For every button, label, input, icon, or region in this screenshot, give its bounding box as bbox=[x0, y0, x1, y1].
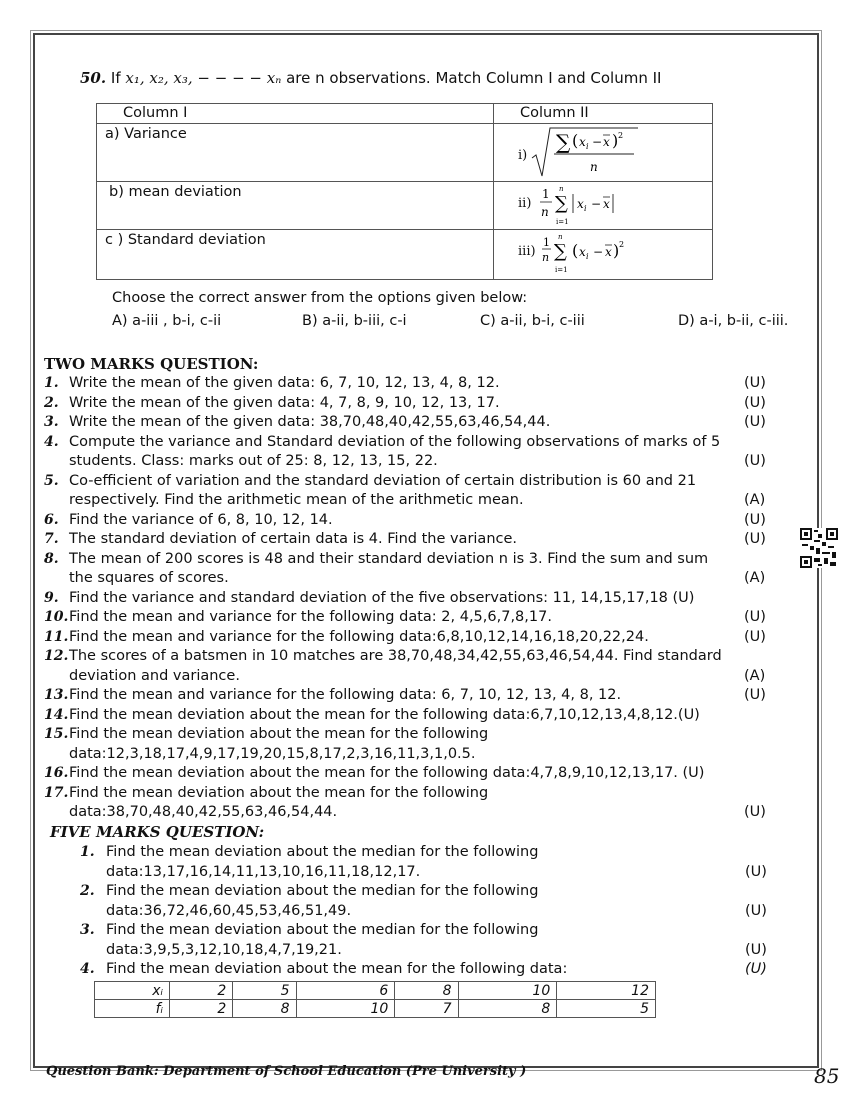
svg-text:i=1: i=1 bbox=[555, 266, 568, 274]
five-marks-question-line bbox=[80, 961, 780, 980]
fi-value: 7 bbox=[395, 1000, 458, 1018]
question-text: data:38,70,48,40,42,55,63,46,54,44. bbox=[69, 804, 338, 820]
xi-value: 10 bbox=[458, 982, 557, 1000]
column-1-cell bbox=[97, 182, 494, 230]
svg-text:i: i bbox=[586, 142, 589, 151]
footer-text: Question Bank: Department of School Education (Pre University ) bbox=[46, 1064, 527, 1079]
xi-value: 8 bbox=[395, 982, 458, 1000]
question-text: Find the mean deviation about the mean for the following bbox=[69, 784, 489, 801]
two-marks-heading: TWO MARKS QUESTION: bbox=[44, 355, 259, 373]
five-marks-question-line bbox=[80, 883, 780, 902]
svg-text:i=1: i=1 bbox=[556, 218, 569, 226]
two-marks-question-line bbox=[44, 590, 804, 609]
svg-text:x: x bbox=[605, 245, 612, 259]
svg-text:i: i bbox=[584, 204, 587, 213]
svg-text:−: − bbox=[593, 245, 604, 259]
question-number: 5. bbox=[44, 472, 59, 489]
question-text: The standard deviation of certain data is 4. Find the variance. bbox=[69, 531, 518, 547]
standard-deviation-formula bbox=[542, 230, 642, 278]
question-text: Find the mean and variance for the following data: 6, 7, 10, 12, 13, 4, 8, 12. bbox=[69, 687, 622, 703]
question-suffix: are n observations. Match Column I and Column II bbox=[286, 69, 662, 87]
xi-value: 2 bbox=[170, 982, 233, 1000]
option-b: B) a-ii, b-iii, c-i bbox=[302, 313, 407, 329]
xi-value: 6 bbox=[296, 982, 395, 1000]
two-marks-question-line bbox=[44, 609, 804, 628]
svg-text:(: ( bbox=[572, 241, 579, 260]
two-marks-question-line bbox=[44, 629, 804, 648]
svg-text:n: n bbox=[558, 233, 563, 241]
observation-variables: x₁, x₂, x₃, − − − − xₙ bbox=[125, 69, 282, 87]
two-marks-question-line bbox=[44, 726, 804, 745]
question-text: Find the mean deviation about the mean for the following data:4,7,8,9,10,12,13,17. (U) bbox=[69, 765, 705, 781]
question-text: Find the mean deviation about the mean for the following bbox=[69, 726, 489, 742]
question-number: 10. bbox=[44, 609, 69, 625]
two-marks-question-line bbox=[44, 687, 804, 706]
difficulty-tag: (U) bbox=[744, 804, 766, 820]
question-text: Write the mean of the given data: 38,70,48,40,42,55,63,46,54,44. bbox=[69, 414, 551, 430]
difficulty-tag: (U) bbox=[744, 609, 766, 625]
question-text: deviation and variance. bbox=[69, 667, 240, 684]
svg-text:1: 1 bbox=[542, 187, 550, 201]
question-50 bbox=[80, 69, 661, 87]
svg-text:(: ( bbox=[572, 131, 579, 150]
fi-value: 2 bbox=[170, 1000, 233, 1018]
question-number: 2. bbox=[80, 883, 95, 899]
variance-formula bbox=[530, 124, 640, 180]
question-number: 8. bbox=[44, 550, 59, 567]
two-marks-question-line bbox=[44, 648, 804, 667]
five-marks-question-line bbox=[80, 903, 780, 922]
question-number: 12. bbox=[44, 648, 69, 664]
question-prefix: If bbox=[110, 69, 121, 87]
svg-text:∑: ∑ bbox=[555, 193, 568, 214]
frequency-table bbox=[94, 981, 656, 1018]
question-number: 6. bbox=[44, 511, 59, 528]
difficulty-tag: (A) bbox=[744, 570, 766, 586]
svg-text:x: x bbox=[579, 245, 586, 259]
two-marks-question-line bbox=[44, 453, 804, 472]
difficulty-tag: (U) bbox=[744, 375, 766, 391]
question-text: Find the mean deviation about the mean for the following data:6,7,10,12,13,4,8,12.(U) bbox=[69, 706, 700, 723]
question-text: Find the mean and variance for the following data: 2, 4,5,6,7,8,17. bbox=[69, 609, 552, 625]
difficulty-tag: (U) bbox=[744, 453, 766, 469]
svg-text:x: x bbox=[603, 197, 610, 211]
formula-label: ii) bbox=[518, 196, 532, 211]
mean-deviation-formula bbox=[540, 182, 640, 228]
difficulty-tag: (U) bbox=[745, 902, 767, 919]
question-text: Find the mean deviation about the mean for the following data: bbox=[106, 961, 568, 977]
question-text: Find the mean deviation about the median for the following bbox=[106, 844, 539, 860]
question-number: 4. bbox=[44, 433, 59, 450]
fi-label: fᵢ bbox=[95, 1000, 170, 1018]
option-a: A) a-iii , b-i, c-ii bbox=[112, 313, 222, 329]
question-text: students. Class: marks out of 25: 8, 12, 13, 15, 22. bbox=[69, 453, 438, 469]
svg-text:−: − bbox=[592, 135, 603, 149]
svg-text:1: 1 bbox=[543, 236, 550, 249]
svg-text:∑: ∑ bbox=[556, 130, 571, 154]
svg-text:n: n bbox=[559, 185, 564, 193]
question-number: 11. bbox=[44, 628, 69, 645]
two-marks-question-line bbox=[44, 785, 804, 804]
two-marks-question-line bbox=[44, 473, 804, 492]
difficulty-tag: (U) bbox=[744, 394, 766, 411]
question-number: 9. bbox=[44, 589, 59, 606]
difficulty-tag: (U) bbox=[745, 941, 767, 958]
svg-text:2: 2 bbox=[618, 131, 624, 140]
difficulty-tag: (U) bbox=[744, 687, 766, 703]
question-text: the squares of scores. bbox=[69, 570, 229, 586]
question-text: Compute the variance and Standard deviation of the following observations of marks of 5 bbox=[69, 433, 721, 450]
question-text: Find the mean deviation about the median for the following bbox=[106, 922, 539, 938]
question-number: 3. bbox=[80, 922, 95, 938]
question-number: 17. bbox=[44, 784, 69, 801]
question-text: Write the mean of the given data: 6, 7, 10, 12, 13, 4, 8, 12. bbox=[69, 375, 500, 391]
fi-value: 5 bbox=[557, 1000, 656, 1018]
question-text: data:36,72,46,60,45,53,46,51,49. bbox=[106, 902, 352, 919]
option-d: D) a-i, b-ii, c-iii. bbox=[678, 313, 789, 329]
svg-text:∑: ∑ bbox=[554, 241, 567, 262]
column-2-header: Column II bbox=[494, 104, 713, 124]
fi-value: 8 bbox=[458, 1000, 557, 1018]
fi-row bbox=[95, 1000, 656, 1018]
two-marks-question-line bbox=[44, 414, 804, 433]
two-marks-question-line bbox=[44, 746, 804, 765]
svg-text:n: n bbox=[541, 205, 549, 219]
difficulty-tag: (U) bbox=[744, 628, 766, 645]
column-1-cell bbox=[97, 124, 494, 182]
column-1-cell bbox=[97, 230, 494, 280]
difficulty-tag: (U) bbox=[745, 961, 767, 977]
option-c: C) a-ii, b-i, c-iii bbox=[480, 313, 585, 329]
question-number: 3. bbox=[44, 414, 59, 430]
formula-label: iii) bbox=[518, 244, 536, 259]
formula-label: i) bbox=[518, 148, 528, 163]
fi-value: 10 bbox=[296, 1000, 395, 1018]
page-number: 85 bbox=[814, 1064, 840, 1088]
column-2-cell bbox=[494, 230, 713, 280]
two-marks-question-line bbox=[44, 551, 804, 570]
column-2-cell bbox=[494, 182, 713, 230]
xi-value: 12 bbox=[557, 982, 656, 1000]
two-marks-question-line bbox=[44, 531, 804, 550]
question-number: 1. bbox=[44, 375, 59, 391]
xi-label: xᵢ bbox=[95, 982, 170, 1000]
question-text: The mean of 200 scores is 48 and their standard deviation n is 3. Find the sum and sum bbox=[69, 550, 709, 567]
difficulty-tag: (U) bbox=[745, 863, 767, 880]
xi-row bbox=[95, 982, 656, 1000]
difficulty-tag: (U) bbox=[744, 531, 766, 547]
svg-text:x: x bbox=[579, 135, 586, 149]
question-number: 7. bbox=[44, 531, 59, 547]
difficulty-tag: (A) bbox=[744, 667, 766, 684]
question-number: 14. bbox=[44, 706, 69, 723]
question-number: 15. bbox=[44, 726, 69, 742]
five-marks-question-line bbox=[80, 922, 780, 941]
question-number: 16. bbox=[44, 765, 69, 781]
svg-text:−: − bbox=[591, 197, 602, 211]
question-number: 13. bbox=[44, 687, 69, 703]
svg-text:): ) bbox=[612, 131, 619, 150]
svg-text:): ) bbox=[613, 241, 620, 260]
two-marks-question-line bbox=[44, 492, 804, 511]
row-label: c ) Standard deviation bbox=[105, 232, 266, 248]
difficulty-tag: (A) bbox=[744, 492, 766, 508]
question-number: 4. bbox=[80, 961, 95, 977]
question-text: Find the mean deviation about the median for the following bbox=[106, 883, 539, 899]
difficulty-tag: (U) bbox=[744, 414, 766, 430]
qr-code bbox=[800, 528, 838, 568]
row-label: a) Variance bbox=[105, 126, 187, 142]
svg-text:2: 2 bbox=[619, 240, 625, 249]
choose-instruction: Choose the correct answer from the options given below: bbox=[112, 290, 528, 306]
xi-value: 5 bbox=[233, 982, 296, 1000]
question-text: The scores of a batsmen in 10 matches are 38,70,48,34,42,55,63,46,54,44. Find standard bbox=[69, 648, 722, 664]
two-marks-question-line bbox=[44, 570, 804, 589]
column-1-header: Column I bbox=[97, 104, 494, 124]
question-text: data:12,3,18,17,4,9,17,19,20,15,8,17,2,3,16,11,3,1,0.5. bbox=[69, 745, 476, 762]
question-text: Write the mean of the given data: 4, 7, 8, 9, 10, 12, 13, 17. bbox=[69, 394, 500, 411]
question-text: Find the mean and variance for the following data:6,8,10,12,14,16,18,20,22,24. bbox=[69, 628, 649, 645]
two-marks-question-line bbox=[44, 512, 804, 531]
question-text: data:13,17,16,14,11,13,10,16,11,18,12,17. bbox=[106, 863, 421, 880]
question-text: data:3,9,5,3,12,10,18,4,7,19,21. bbox=[106, 941, 342, 958]
svg-text:x: x bbox=[577, 197, 584, 211]
five-marks-heading: FIVE MARKS QUESTION: bbox=[50, 823, 265, 841]
five-marks-question-line bbox=[80, 844, 780, 863]
two-marks-question-line bbox=[44, 434, 804, 453]
question-text: Find the variance and standard deviation of the five observations: 11, 14,15,17,18 (U) bbox=[69, 589, 695, 606]
two-marks-question-line bbox=[44, 707, 804, 726]
fi-value: 8 bbox=[233, 1000, 296, 1018]
two-marks-question-line bbox=[44, 804, 804, 823]
svg-text:n: n bbox=[590, 160, 598, 174]
question-text: respectively. Find the arithmetic mean of the arithmetic mean. bbox=[69, 492, 524, 508]
question-text: Find the variance of 6, 8, 10, 12, 14. bbox=[69, 511, 333, 528]
svg-text:n: n bbox=[542, 251, 550, 264]
two-marks-question-line bbox=[44, 668, 804, 687]
five-marks-question-line bbox=[80, 864, 780, 883]
match-table bbox=[96, 103, 713, 280]
question-number: 1. bbox=[80, 844, 95, 860]
question-number: 2. bbox=[44, 394, 59, 411]
svg-text:i: i bbox=[586, 252, 589, 261]
question-text: Co-efficient of variation and the standard deviation of certain distribution is 60 and 21 bbox=[69, 472, 697, 489]
svg-text:x: x bbox=[603, 135, 610, 149]
column-2-cell bbox=[494, 124, 713, 182]
question-number: 50. bbox=[80, 69, 107, 87]
two-marks-question-line bbox=[44, 375, 804, 394]
row-label: b) mean deviation bbox=[109, 184, 242, 200]
difficulty-tag: (U) bbox=[744, 511, 766, 528]
two-marks-question-line bbox=[44, 395, 804, 414]
five-marks-question-line bbox=[80, 942, 780, 961]
two-marks-question-line bbox=[44, 765, 804, 784]
